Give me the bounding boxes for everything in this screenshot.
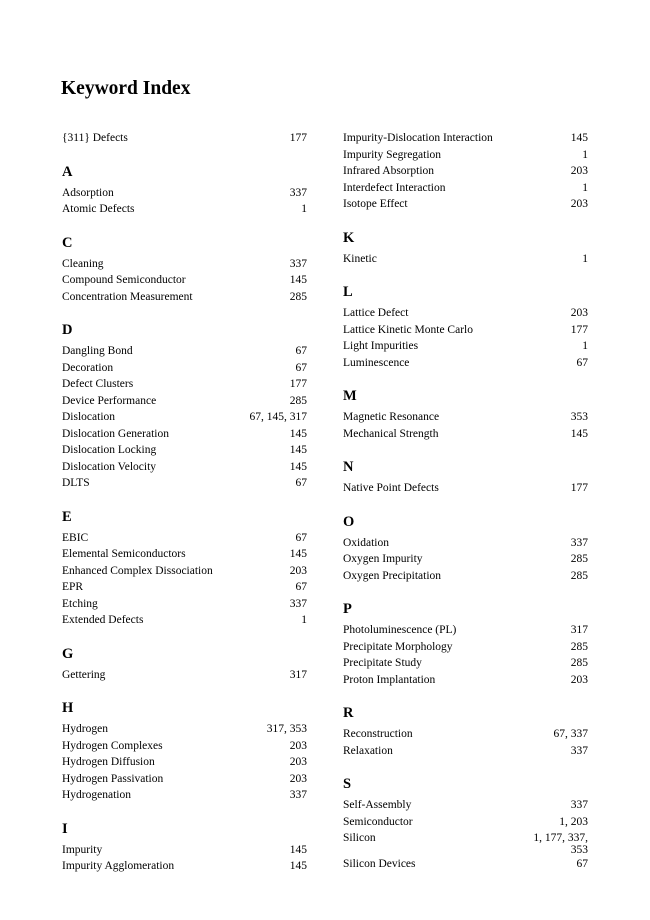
index-section-l [343, 283, 588, 371]
section-letter: K [343, 229, 355, 246]
index-entry [343, 322, 588, 339]
index-entry [343, 814, 588, 831]
index-page-numbers: 203 [570, 198, 588, 210]
index-page-numbers: 1 [582, 148, 588, 161]
index-term: Device Performance [62, 394, 157, 407]
index-page-numbers: 67 [295, 477, 307, 489]
index-term: Hydrogen Diffusion [62, 756, 155, 768]
index-entry [343, 305, 588, 322]
index-entry [343, 163, 588, 180]
index-page-numbers: 203 [570, 307, 588, 319]
index-entry [62, 201, 307, 218]
index-term: Isotope Effect [343, 198, 408, 210]
index-entry [62, 858, 307, 875]
index-column-left [62, 130, 307, 875]
index-term: Kinetic [343, 252, 377, 265]
index-page-numbers: 285 [289, 290, 307, 303]
section-letter: C [62, 234, 73, 251]
index-page-numbers: 67 [295, 345, 307, 357]
index-entry [343, 797, 588, 814]
index-page-numbers: 203 [570, 165, 588, 177]
section-letter: H [62, 700, 74, 716]
index-page-numbers: 1 [582, 252, 588, 265]
index-entry [343, 535, 588, 552]
index-term: Dislocation Velocity [62, 460, 157, 473]
index-entry [343, 480, 588, 497]
index-term: Oxidation [343, 536, 389, 549]
index-term: Impurity [62, 843, 103, 856]
index-page-numbers: 67, 145, 317 [249, 411, 307, 423]
index-term: Relaxation [343, 744, 393, 757]
index-page-numbers: 285 [570, 553, 588, 565]
index-page-numbers: 1 [301, 203, 307, 215]
index-term: Hydrogenation [62, 789, 131, 801]
index-entry [343, 251, 588, 268]
index-entry [62, 130, 307, 147]
index-term: Interdefect Interaction [343, 181, 446, 194]
section-letter: E [62, 508, 72, 525]
index-page-numbers: 317 [570, 624, 588, 636]
index-section-c [62, 234, 307, 306]
index-page-numbers: 337 [570, 744, 588, 757]
index-entry [62, 442, 307, 459]
index-term: Etching [62, 597, 98, 610]
index-entry [62, 185, 307, 202]
index-entry [343, 551, 588, 568]
index-section-r [343, 704, 588, 759]
index-term: Magnetic Resonance [343, 411, 440, 423]
index-entry [62, 426, 307, 443]
index-entry [62, 787, 307, 804]
index-term: Native Point Defects [343, 482, 439, 494]
index-page-numbers: 1 [582, 181, 588, 194]
index-page-numbers: 145 [289, 444, 307, 456]
index-section-a [62, 163, 307, 218]
section-letter: A [62, 163, 73, 180]
index-page-numbers: 317 [289, 668, 307, 681]
index-entry [62, 738, 307, 755]
index-entry [343, 355, 588, 372]
index-entry [62, 596, 307, 613]
index-term: Gettering [62, 668, 106, 681]
index-page-numbers: 203 [289, 756, 307, 768]
index-page-numbers: 67 [576, 356, 588, 369]
index-term: EPR [62, 581, 84, 593]
index-term: Decoration [62, 361, 114, 374]
index-column-right [343, 130, 588, 873]
index-term: Compound Semiconductor [62, 274, 186, 286]
index-page-numbers: 317, 353 [266, 723, 307, 735]
section-letter: N [343, 459, 354, 475]
index-entry [343, 743, 588, 760]
index-entry [62, 612, 307, 629]
index-term: Defect Clusters [62, 378, 134, 390]
index-term: Dislocation [62, 411, 116, 423]
index-term: Hydrogen [62, 723, 108, 735]
index-page-numbers: 67 [576, 858, 588, 870]
index-term: Oxygen Impurity [343, 553, 423, 565]
index-entry [62, 579, 307, 596]
index-section-k [343, 229, 588, 268]
index-entry [62, 842, 307, 859]
index-entry [62, 360, 307, 377]
index-entry [343, 196, 588, 213]
index-term: Proton Implantation [343, 673, 436, 686]
index-page-numbers: 145 [289, 427, 307, 440]
index-entry [343, 426, 588, 443]
index-page-numbers: 145 [289, 548, 307, 560]
index-entry [343, 338, 588, 355]
index-term: Silicon Devices [343, 858, 416, 870]
index-entry [62, 376, 307, 393]
section-letter: P [343, 601, 352, 617]
index-entry [62, 343, 307, 360]
index-section-n [343, 458, 588, 497]
index-page-numbers: 203 [289, 564, 307, 577]
index-page-numbers: 67 [295, 361, 307, 374]
index-page-numbers: 177 [570, 482, 588, 494]
page-title: Keyword Index [61, 78, 191, 99]
index-term: Reconstruction [343, 728, 413, 740]
index-entry [343, 147, 588, 164]
index-term: Dislocation Generation [62, 427, 169, 440]
section-letter: O [343, 513, 355, 530]
index-entry [343, 830, 588, 856]
index-term: DLTS [62, 477, 90, 489]
section-letter: R [343, 705, 354, 721]
index-entry [62, 563, 307, 580]
index-page-numbers: 337 [570, 536, 588, 549]
index-entry [343, 409, 588, 426]
index-page-numbers: 67 [295, 581, 307, 593]
index-entry [343, 856, 588, 873]
index-term: Hydrogen Passivation [62, 772, 164, 785]
index-page-numbers: 145 [570, 427, 588, 440]
index-entry [62, 771, 307, 788]
index-page-numbers: 203 [289, 739, 307, 752]
index-entry [343, 622, 588, 639]
index-entry [62, 256, 307, 273]
index-page-numbers: 203 [570, 673, 588, 686]
index-term: Precipitate Morphology [343, 640, 453, 653]
index-term: Cleaning [62, 257, 104, 270]
section-letter: D [62, 322, 73, 338]
index-entry [343, 568, 588, 585]
index-page-numbers: 337 [289, 597, 307, 610]
index-page-numbers: 337 [570, 799, 588, 811]
index-page-numbers: 285 [570, 640, 588, 653]
index-section-continued [343, 130, 588, 213]
index-section-g [62, 645, 307, 684]
index-section-p [343, 600, 588, 688]
index-entry [62, 754, 307, 771]
index-page-numbers: 177 [289, 132, 307, 144]
index-term: Lattice Defect [343, 307, 409, 319]
index-page-numbers: 67, 337 [553, 728, 588, 740]
index-term: Silicon [343, 832, 376, 844]
index-entry [62, 475, 307, 492]
index-page-numbers: 177 [570, 323, 588, 336]
index-term: Atomic Defects [62, 203, 135, 215]
index-entry [62, 409, 307, 426]
index-term: Lattice Kinetic Monte Carlo [343, 323, 473, 336]
index-term: Concentration Measurement [62, 290, 193, 303]
index-term: Impurity Segregation [343, 148, 442, 161]
index-page-numbers: 353 [570, 411, 588, 423]
index-term: Luminescence [343, 356, 410, 369]
index-page-numbers: 285 [570, 569, 588, 582]
index-page-numbers: 285 [570, 657, 588, 669]
index-term: Elemental Semiconductors [62, 548, 186, 560]
index-term: {311} Defects [62, 132, 128, 144]
index-entry [62, 546, 307, 563]
index-page-numbers: 145 [289, 274, 307, 286]
index-term: Adsorption [62, 186, 114, 199]
index-page-numbers: 1 [582, 340, 588, 352]
index-entry [343, 180, 588, 197]
index-term: Mechanical Strength [343, 427, 439, 440]
section-letter: M [343, 388, 357, 404]
index-term: Self-Assembly [343, 799, 412, 811]
index-term: Precipitate Study [343, 657, 422, 669]
index-term: Impurity-Dislocation Interaction [343, 132, 493, 144]
index-term: Infrared Absorption [343, 165, 435, 177]
index-entry [62, 272, 307, 289]
index-entry [343, 639, 588, 656]
index-section-m [343, 387, 588, 442]
index-page-numbers: 337 [289, 789, 307, 801]
section-letter: I [62, 820, 68, 837]
index-page-numbers: 145 [570, 132, 588, 144]
index-term: Hydrogen Complexes [62, 739, 163, 752]
index-term: Impurity Agglomeration [62, 860, 175, 872]
index-entry [62, 459, 307, 476]
index-page-numbers: 67 [295, 531, 307, 544]
index-entry [62, 393, 307, 410]
index-page-numbers: 1, 177, 337, 353 [533, 832, 588, 856]
index-term: Dislocation Locking [62, 444, 157, 456]
index-term: Semiconductor [343, 815, 413, 828]
index-section-d [62, 321, 307, 492]
index-page-numbers: 145 [289, 460, 307, 473]
index-term: Enhanced Complex Dissociation [62, 564, 213, 577]
index-entry [343, 726, 588, 743]
index-term: Oxygen Precipitation [343, 569, 442, 582]
index-entry [343, 130, 588, 147]
index-entry [343, 655, 588, 672]
index-page-numbers: 337 [289, 257, 307, 270]
index-entry [62, 667, 307, 684]
index-entry [62, 530, 307, 547]
index-term: Extended Defects [62, 614, 144, 626]
section-letter: S [343, 776, 352, 792]
index-term: Photoluminescence (PL) [343, 624, 457, 636]
index-page-numbers: 177 [289, 378, 307, 390]
index-term: Light Impurities [343, 340, 419, 352]
index-page-numbers: 145 [289, 843, 307, 856]
index-entry [62, 289, 307, 306]
index-page-numbers: 1, 203 [559, 815, 588, 828]
index-entry [343, 672, 588, 689]
index-page-numbers: 145 [289, 860, 307, 872]
index-section-continued [62, 130, 307, 147]
index-section-o [343, 513, 588, 585]
index-section-e [62, 508, 307, 629]
section-letter: G [62, 645, 74, 662]
index-term: EBIC [62, 531, 89, 544]
index-page-numbers: 1 [301, 614, 307, 626]
index-section-i [62, 820, 307, 875]
section-letter: L [343, 284, 353, 300]
index-page-numbers: 285 [289, 394, 307, 407]
index-entry [62, 721, 307, 738]
index-page-numbers: 203 [289, 772, 307, 785]
index-term: Dangling Bond [62, 345, 133, 357]
index-page-numbers: 337 [289, 186, 307, 199]
index-section-s [343, 775, 588, 873]
index-section-h [62, 699, 307, 804]
